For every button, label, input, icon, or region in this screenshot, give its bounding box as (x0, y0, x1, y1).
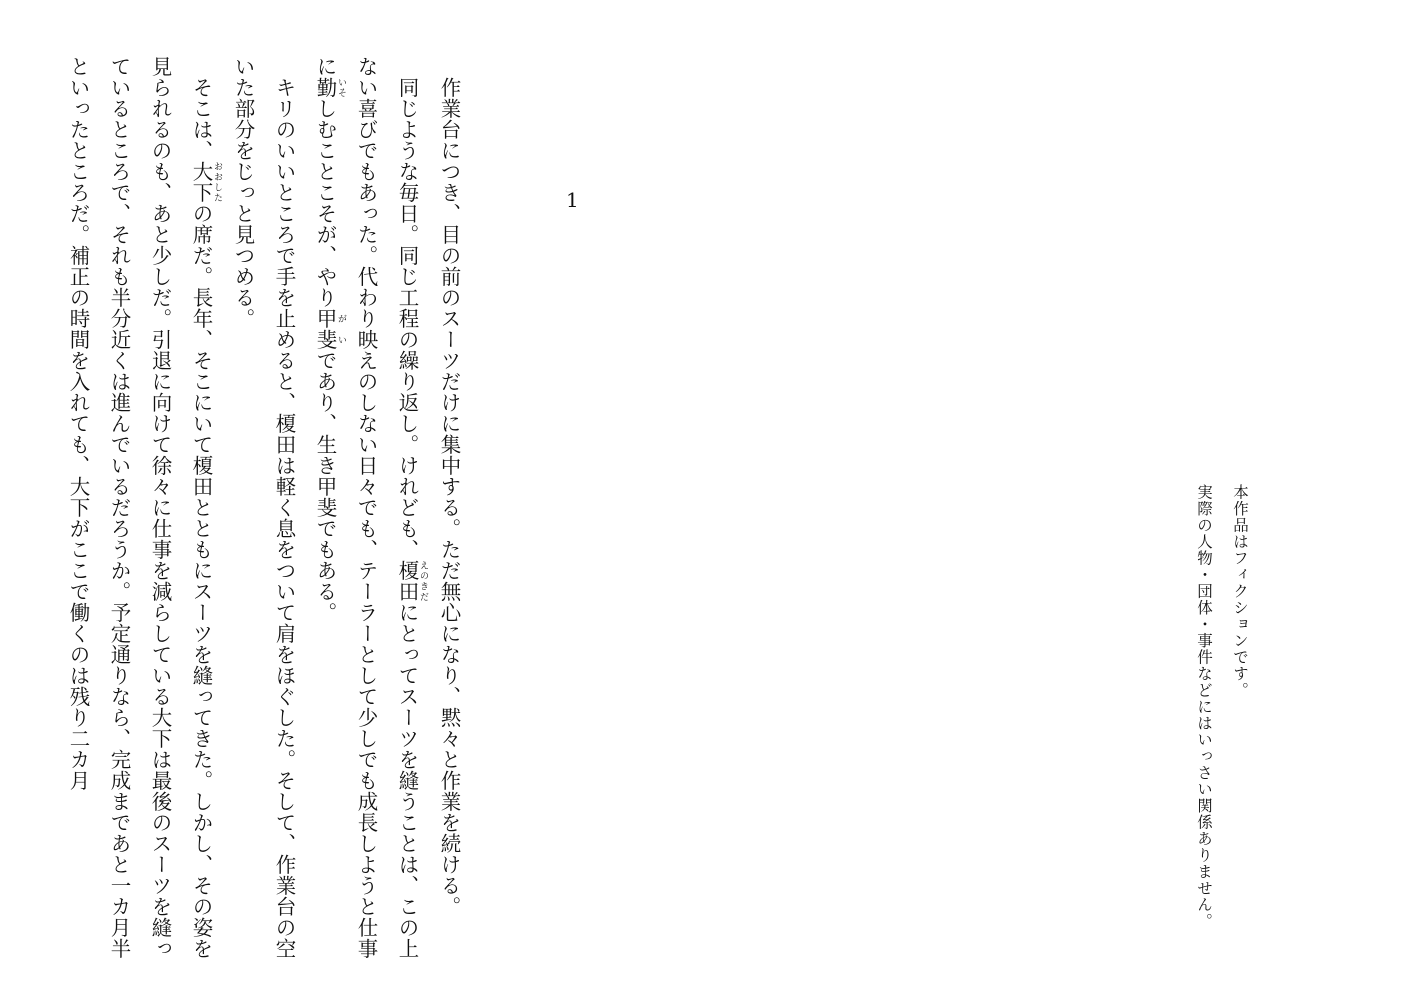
text-run: にとってスーツを縫うことは、この上ない喜びでもあった。代わり映えのしない日々でも、テーラーとして少しでも成長しようと仕事に (313, 56, 419, 959)
text-run: 同じような毎日。同じ工程の繰り返し。けれども、 (395, 76, 419, 560)
body-paragraph (57, 56, 222, 968)
ruby-base: 大下 (189, 160, 213, 203)
ruby-base: 榎田 (395, 559, 419, 602)
disclaimer-line-2: 実際の人物・団体・事件などにはいっさい関係ありません。 (1195, 484, 1213, 930)
ruby-annotation (189, 160, 222, 203)
ruby-reading: いそ (336, 77, 346, 98)
body-text (57, 56, 469, 968)
ruby-annotation (313, 308, 346, 329)
text-run: そこは、 (189, 76, 213, 161)
text-run: であり、生き甲斐でもある。 (313, 350, 337, 623)
right-page (707, 0, 1414, 1000)
disclaimer (1186, 484, 1258, 930)
ruby-annotation (313, 77, 346, 98)
ruby-base: 甲 (313, 308, 337, 329)
ruby-base: 斐 (313, 329, 337, 350)
ruby-reading: えのきだ (418, 559, 428, 602)
ruby-annotation (313, 329, 346, 350)
ruby-reading: が (336, 308, 346, 329)
ruby-reading: い (336, 329, 346, 350)
chapter-number: 1 (566, 188, 579, 212)
text-run: しむことこそが、やり (313, 98, 337, 308)
body-paragraph (222, 56, 304, 968)
ruby-reading: おおした (212, 160, 222, 203)
body-paragraph (304, 56, 428, 968)
ruby-annotation (395, 559, 428, 602)
text-run: の席だ。長年、そこにいて榎田とともにスーツを縫ってきた。しかし、その姿を見られるのも、あと少しだ。引退に向けて徐々に仕事を減らしている大下は最後のスーツを縫っているところで、それも半分近くは進んでいるだろうか。予定通りなら、完成まであと一カ月半といったところだ。補正の時間を入れても、大下がここで働くのは残り二カ月 (66, 56, 213, 959)
text-run: キリのいいところで手を止めると、榎田は軽く息をついて肩をほぐした。そして、作業台の空いた部分をじっと見つめる。 (231, 56, 296, 959)
disclaimer-line-1: 本作品はフィクションです。 (1231, 484, 1249, 699)
ruby-base: 勤 (313, 77, 337, 98)
text-run: 作業台につき、目の前のスーツだけに集中する。ただ無心になり、黙々と作業を続ける。 (437, 76, 461, 917)
body-paragraph (428, 56, 469, 968)
